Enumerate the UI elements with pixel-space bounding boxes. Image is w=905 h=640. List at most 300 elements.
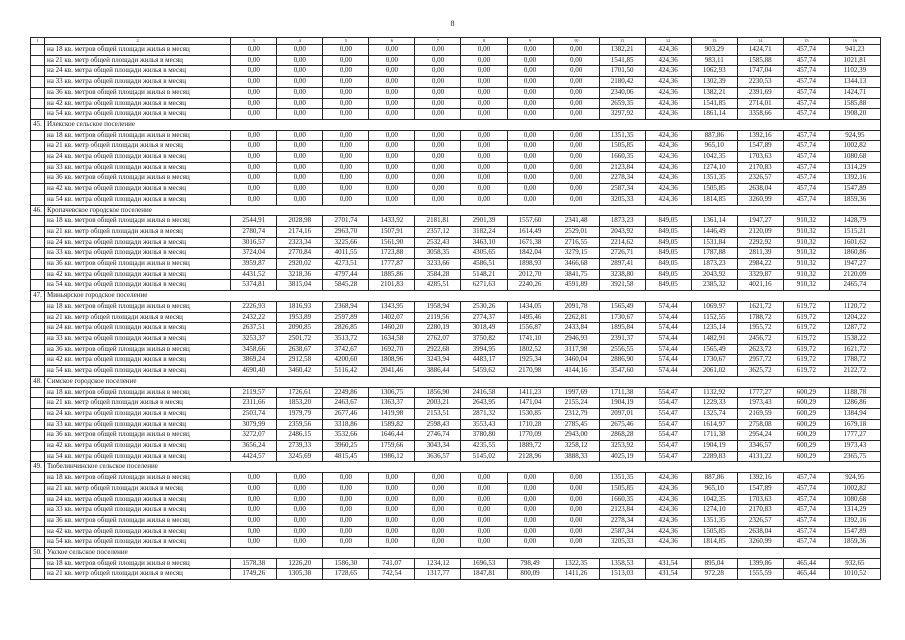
value-cell: 0,00	[323, 98, 369, 109]
value-cell: 2181,81	[415, 216, 461, 227]
table-row	[31, 387, 881, 398]
value-cell: 0,00	[553, 483, 599, 494]
value-cell: 4025,19	[599, 451, 645, 462]
norm-label: на 18 кв. метров общей площади жилья в месяц	[45, 473, 231, 484]
row-index-cell	[31, 558, 45, 569]
value-cell: 1120,72	[829, 301, 880, 312]
value-cell: 1788,72	[829, 355, 880, 366]
value-cell: 0,00	[369, 505, 415, 516]
norm-label: на 33 кв. метра общей площади жилья в месяц	[45, 333, 231, 344]
value-cell: 0,00	[415, 173, 461, 184]
value-cell: 3625,72	[737, 366, 783, 377]
value-cell: 2180,42	[599, 77, 645, 88]
section-title: Тюбелинчинское сельское поселение	[45, 462, 881, 473]
value-cell: 2312,79	[553, 408, 599, 419]
value-cell: 0,00	[507, 505, 553, 516]
row-index-cell	[31, 77, 45, 88]
value-cell: 2954,24	[737, 430, 783, 441]
value-cell: 1728,65	[323, 569, 369, 580]
value-cell: 2174,16	[277, 226, 323, 237]
value-cell: 3553,43	[461, 419, 507, 430]
value-cell: 424,36	[645, 505, 691, 516]
value-cell: 3346,57	[737, 441, 783, 452]
value-cell: 1351,35	[691, 173, 737, 184]
value-cell: 424,36	[645, 194, 691, 205]
value-cell: 1578,38	[231, 558, 277, 569]
column-number: 14	[737, 38, 783, 45]
value-cell: 1741,10	[507, 333, 553, 344]
value-cell: 0,00	[231, 55, 277, 66]
value-cell: 0,00	[277, 194, 323, 205]
norm-label: на 54 кв. метра общей площади жилья в месяц	[45, 451, 231, 462]
table-body	[31, 38, 881, 580]
value-cell: 2677,46	[323, 408, 369, 419]
value-cell: 574,44	[645, 366, 691, 377]
table-row	[31, 398, 881, 409]
value-cell: 1585,88	[737, 55, 783, 66]
value-cell: 0,00	[323, 141, 369, 152]
value-cell: 2416,58	[461, 387, 507, 398]
value-cell: 0,00	[507, 526, 553, 537]
value-cell: 619,72	[783, 333, 829, 344]
value-cell: 0,00	[507, 77, 553, 88]
value-cell: 1021,81	[829, 55, 880, 66]
value-cell: 2432,22	[231, 312, 277, 323]
value-cell: 2391,37	[599, 333, 645, 344]
value-cell: 554,47	[645, 430, 691, 441]
value-cell: 0,00	[323, 515, 369, 526]
table-row	[31, 66, 881, 77]
value-cell: 619,72	[783, 355, 829, 366]
value-cell: 1392,16	[829, 515, 880, 526]
value-cell: 1002,82	[829, 483, 880, 494]
value-cell: 2169,59	[737, 408, 783, 419]
table-row	[31, 537, 881, 548]
table-row	[31, 162, 881, 173]
section-title: Илекское сельское поселение	[45, 119, 881, 130]
value-cell: 5116,42	[323, 366, 369, 377]
value-cell: 2341,48	[553, 216, 599, 227]
value-cell: 554,47	[645, 398, 691, 409]
row-index-cell	[31, 355, 45, 366]
value-cell: 1411,26	[553, 569, 599, 580]
value-cell: 2638,67	[277, 344, 323, 355]
table-row	[31, 45, 881, 56]
table-row	[31, 408, 881, 419]
value-cell: 2090,85	[277, 323, 323, 334]
value-cell: 1861,14	[691, 109, 737, 120]
row-index-cell	[31, 216, 45, 227]
value-cell: 2323,34	[277, 237, 323, 248]
value-cell: 0,00	[507, 473, 553, 484]
value-cell: 0,00	[277, 162, 323, 173]
value-cell: 0,00	[553, 494, 599, 505]
value-cell: 0,00	[415, 98, 461, 109]
value-cell: 0,00	[369, 55, 415, 66]
value-cell: 0,00	[323, 152, 369, 163]
column-number: 8	[461, 38, 507, 45]
value-cell: 1547,89	[737, 483, 783, 494]
row-index-cell	[31, 141, 45, 152]
value-cell: 0,00	[507, 66, 553, 77]
value-cell: 2886,90	[599, 355, 645, 366]
value-cell: 1132,92	[691, 387, 737, 398]
value-cell: 1505,85	[691, 526, 737, 537]
value-cell: 3750,82	[461, 333, 507, 344]
value-cell: 0,00	[507, 45, 553, 56]
row-index-cell	[31, 45, 45, 56]
value-cell: 5845,28	[323, 280, 369, 291]
value-cell: 3253,92	[599, 441, 645, 452]
value-cell: 3253,37	[231, 333, 277, 344]
value-cell: 849,05	[645, 237, 691, 248]
table-row	[31, 451, 881, 462]
value-cell: 424,36	[645, 98, 691, 109]
value-cell: 0,00	[277, 109, 323, 120]
value-cell: 2701,74	[323, 216, 369, 227]
value-cell: 2957,72	[737, 355, 783, 366]
value-cell: 3358,66	[737, 109, 783, 120]
value-cell: 457,74	[783, 109, 829, 120]
value-cell: 895,04	[691, 558, 737, 569]
value-cell: 1188,78	[829, 387, 880, 398]
value-cell: 1344,13	[829, 77, 880, 88]
table-row	[31, 312, 881, 323]
value-cell: 3233,66	[415, 259, 461, 270]
value-cell: 1226,20	[277, 558, 323, 569]
value-cell: 457,74	[783, 526, 829, 537]
value-cell: 2501,72	[277, 333, 323, 344]
value-cell: 1530,85	[507, 408, 553, 419]
value-cell: 1898,93	[507, 259, 553, 270]
value-cell: 4586,51	[461, 259, 507, 270]
value-cell: 574,44	[645, 312, 691, 323]
value-cell: 3182,24	[461, 226, 507, 237]
section-title: Укское сельское поселение	[45, 548, 881, 559]
value-cell: 965,10	[691, 483, 737, 494]
value-cell: 0,00	[415, 162, 461, 173]
value-cell: 554,47	[645, 419, 691, 430]
value-cell: 3960,25	[323, 441, 369, 452]
value-cell: 4021,16	[737, 280, 783, 291]
norm-label: на 33 кв. метра общей площади жилья в месяц	[45, 77, 231, 88]
value-cell: 0,00	[461, 515, 507, 526]
section-number: 46.	[31, 205, 45, 216]
value-cell: 0,00	[461, 45, 507, 56]
section-number: 50.	[31, 548, 45, 559]
value-cell: 554,47	[645, 387, 691, 398]
value-cell: 0,00	[415, 515, 461, 526]
value-cell: 5145,02	[461, 451, 507, 462]
value-cell: 619,72	[783, 366, 829, 377]
value-cell: 1062,93	[691, 66, 737, 77]
value-cell: 457,74	[783, 98, 829, 109]
value-cell: 2326,57	[737, 173, 783, 184]
value-cell: 424,36	[645, 152, 691, 163]
value-cell: 2726,71	[599, 248, 645, 259]
value-cell: 2061,02	[691, 366, 737, 377]
value-cell: 1361,14	[691, 216, 737, 227]
value-cell: 2920,02	[277, 259, 323, 270]
value-cell: 1908,20	[829, 109, 880, 120]
norm-label: на 18 кв. метров общей площади жилья в месяц	[45, 558, 231, 569]
value-cell: 554,47	[645, 451, 691, 462]
value-cell: 0,00	[415, 109, 461, 120]
value-cell: 0,00	[277, 130, 323, 141]
value-cell: 1614,97	[691, 419, 737, 430]
value-cell: 1621,72	[737, 301, 783, 312]
value-cell: 2289,83	[691, 451, 737, 462]
value-cell: 1042,35	[691, 152, 737, 163]
table-row	[31, 152, 881, 163]
value-cell: 2119,56	[415, 312, 461, 323]
table-row	[31, 505, 881, 516]
norm-label: на 54 кв. метра общей площади жилья в месяц	[45, 109, 231, 120]
value-cell: 3888,33	[553, 451, 599, 462]
value-cell: 1777,27	[829, 430, 880, 441]
value-cell: 0,00	[231, 109, 277, 120]
value-cell: 2240,26	[507, 280, 553, 291]
value-cell: 2544,91	[231, 216, 277, 227]
value-cell: 1730,67	[599, 312, 645, 323]
value-cell: 1358,53	[599, 558, 645, 569]
value-cell: 4235,55	[461, 441, 507, 452]
table-row	[31, 98, 881, 109]
value-cell: 0,00	[369, 45, 415, 56]
norm-label: на 54 кв. метра общей площади жилья в месяц	[45, 280, 231, 291]
value-cell: 1895,84	[599, 323, 645, 334]
value-cell: 965,10	[691, 141, 737, 152]
value-cell: 1538,22	[829, 333, 880, 344]
table-row	[31, 323, 881, 334]
norm-label: на 33 кв. метра общей площади жилья в месяц	[45, 162, 231, 173]
section-number: 47.	[31, 291, 45, 302]
value-cell: 1561,90	[369, 237, 415, 248]
value-cell: 600,29	[783, 441, 829, 452]
value-cell: 0,00	[277, 473, 323, 484]
value-cell: 2587,34	[599, 526, 645, 537]
value-cell: 457,74	[783, 162, 829, 173]
row-index-cell	[31, 344, 45, 355]
value-cell: 1471,04	[507, 398, 553, 409]
value-cell: 2758,08	[737, 419, 783, 430]
value-cell: 924,95	[829, 130, 880, 141]
value-cell: 1531,84	[691, 237, 737, 248]
value-cell: 1411,23	[507, 387, 553, 398]
row-index-cell	[31, 312, 45, 323]
value-cell: 0,00	[507, 483, 553, 494]
value-cell: 1986,12	[369, 451, 415, 462]
value-cell: 800,09	[507, 569, 553, 580]
value-cell: 0,00	[231, 526, 277, 537]
table-row	[31, 237, 881, 248]
norm-label: на 18 кв. метров общей площади жилья в месяц	[45, 216, 231, 227]
value-cell: 554,47	[645, 441, 691, 452]
value-cell: 424,36	[645, 515, 691, 526]
value-cell: 0,00	[277, 77, 323, 88]
value-cell: 1505,85	[599, 483, 645, 494]
value-cell: 457,74	[783, 87, 829, 98]
value-cell: 2101,83	[369, 280, 415, 291]
norm-label: на 24 кв. метра общей площади жилья в месяц	[45, 237, 231, 248]
value-cell: 3656,24	[231, 441, 277, 452]
value-cell: 1703,63	[737, 494, 783, 505]
value-cell: 2043,92	[599, 226, 645, 237]
table-row	[31, 130, 881, 141]
value-cell: 0,00	[369, 87, 415, 98]
value-cell: 1814,85	[691, 194, 737, 205]
value-cell: 0,00	[231, 537, 277, 548]
section-row	[31, 205, 881, 216]
value-cell: 0,00	[553, 98, 599, 109]
norm-label: на 21 кв. метр общей площади жилья в месяц	[45, 141, 231, 152]
value-cell: 0,00	[369, 184, 415, 195]
value-cell: 0,00	[507, 173, 553, 184]
row-index-cell	[31, 515, 45, 526]
value-cell: 4011,55	[323, 248, 369, 259]
value-cell: 2826,85	[323, 323, 369, 334]
norm-label: на 36 кв. метров общей площади жилья в месяц	[45, 259, 231, 270]
value-cell: 4431,52	[231, 269, 277, 280]
value-cell: 910,32	[783, 237, 829, 248]
section-row	[31, 548, 881, 559]
value-cell: 741,07	[369, 558, 415, 569]
value-cell: 0,00	[507, 130, 553, 141]
value-cell: 0,00	[277, 87, 323, 98]
table-row	[31, 194, 881, 205]
value-cell: 2762,07	[415, 333, 461, 344]
value-cell: 2623,72	[737, 344, 783, 355]
value-cell: 2262,81	[553, 312, 599, 323]
value-cell: 0,00	[461, 152, 507, 163]
row-index-cell	[31, 152, 45, 163]
value-cell: 2785,45	[553, 419, 599, 430]
value-cell: 2120,09	[829, 269, 880, 280]
table-row	[31, 430, 881, 441]
table-row	[31, 483, 881, 494]
value-cell: 2556,55	[599, 344, 645, 355]
value-cell: 0,00	[231, 87, 277, 98]
value-cell: 798,49	[507, 558, 553, 569]
value-cell: 0,00	[507, 515, 553, 526]
value-cell: 3272,07	[231, 430, 277, 441]
value-cell: 1234,12	[415, 558, 461, 569]
value-cell: 2946,93	[553, 333, 599, 344]
value-cell: 2365,75	[829, 451, 880, 462]
value-cell: 1505,85	[691, 184, 737, 195]
row-index-cell	[31, 184, 45, 195]
value-cell: 4200,60	[323, 355, 369, 366]
row-index-cell	[31, 280, 45, 291]
norm-label: на 42 кв. метра общей площади жилья в месяц	[45, 269, 231, 280]
value-cell: 424,36	[645, 77, 691, 88]
value-cell: 0,00	[323, 505, 369, 516]
value-cell: 0,00	[461, 130, 507, 141]
table-row	[31, 55, 881, 66]
norm-label: на 36 кв. метров общей площади жилья в месяц	[45, 344, 231, 355]
value-cell: 0,00	[553, 141, 599, 152]
norm-label: на 24 кв. метра общей площади жилья в месяц	[45, 152, 231, 163]
value-cell: 0,00	[231, 152, 277, 163]
value-cell: 1235,14	[691, 323, 737, 334]
table-row	[31, 259, 881, 270]
row-index-cell	[31, 441, 45, 452]
value-cell: 1660,35	[599, 152, 645, 163]
value-cell: 3742,67	[323, 344, 369, 355]
value-cell: 1274,10	[691, 162, 737, 173]
row-index-cell	[31, 366, 45, 377]
value-cell: 0,00	[553, 152, 599, 163]
value-cell: 0,00	[415, 77, 461, 88]
value-cell: 457,74	[783, 483, 829, 494]
row-index-cell	[31, 419, 45, 430]
value-cell: 2486,15	[277, 430, 323, 441]
value-cell: 972,28	[691, 569, 737, 580]
value-cell: 0,00	[231, 98, 277, 109]
value-cell: 0,00	[231, 141, 277, 152]
value-cell: 0,00	[277, 66, 323, 77]
row-index-cell	[31, 194, 45, 205]
table-row	[31, 109, 881, 120]
value-cell: 1730,67	[691, 355, 737, 366]
value-cell: 1204,22	[829, 312, 880, 323]
norm-label: на 24 кв. метра общей площади жилья в месяц	[45, 408, 231, 419]
value-cell: 0,00	[323, 194, 369, 205]
section-number: 48.	[31, 376, 45, 387]
value-cell: 424,36	[645, 184, 691, 195]
value-cell: 0,00	[507, 141, 553, 152]
value-cell: 1428,79	[829, 216, 880, 227]
value-cell: 619,72	[783, 312, 829, 323]
table-row	[31, 558, 881, 569]
value-cell: 1770,09	[507, 430, 553, 441]
value-cell: 2214,62	[599, 237, 645, 248]
value-cell: 1710,28	[507, 419, 553, 430]
table-row	[31, 419, 881, 430]
table-row	[31, 473, 881, 484]
value-cell: 0,00	[461, 55, 507, 66]
table-row	[31, 216, 881, 227]
column-number: 12	[645, 38, 691, 45]
value-cell: 1314,29	[829, 505, 880, 516]
row-index-cell	[31, 473, 45, 484]
value-cell: 3016,57	[231, 237, 277, 248]
value-cell: 424,36	[645, 483, 691, 494]
value-cell: 2901,39	[461, 216, 507, 227]
value-cell: 0,00	[553, 162, 599, 173]
table-row	[31, 344, 881, 355]
row-index-cell	[31, 66, 45, 77]
value-cell: 2433,84	[553, 323, 599, 334]
value-cell: 0,00	[323, 66, 369, 77]
row-index-cell	[31, 226, 45, 237]
value-cell: 0,00	[323, 483, 369, 494]
value-cell: 910,32	[783, 226, 829, 237]
value-cell: 424,36	[645, 537, 691, 548]
value-cell: 0,00	[553, 45, 599, 56]
value-cell: 1541,85	[599, 55, 645, 66]
row-index-cell	[31, 430, 45, 441]
value-cell: 3258,12	[553, 441, 599, 452]
column-number: 10	[553, 38, 599, 45]
value-cell: 3079,99	[231, 419, 277, 430]
value-cell: 0,00	[553, 77, 599, 88]
value-cell: 0,00	[369, 162, 415, 173]
column-number: 3	[231, 38, 277, 45]
value-cell: 2532,43	[415, 237, 461, 248]
value-cell: 1302,39	[691, 77, 737, 88]
value-cell: 3318,86	[323, 419, 369, 430]
